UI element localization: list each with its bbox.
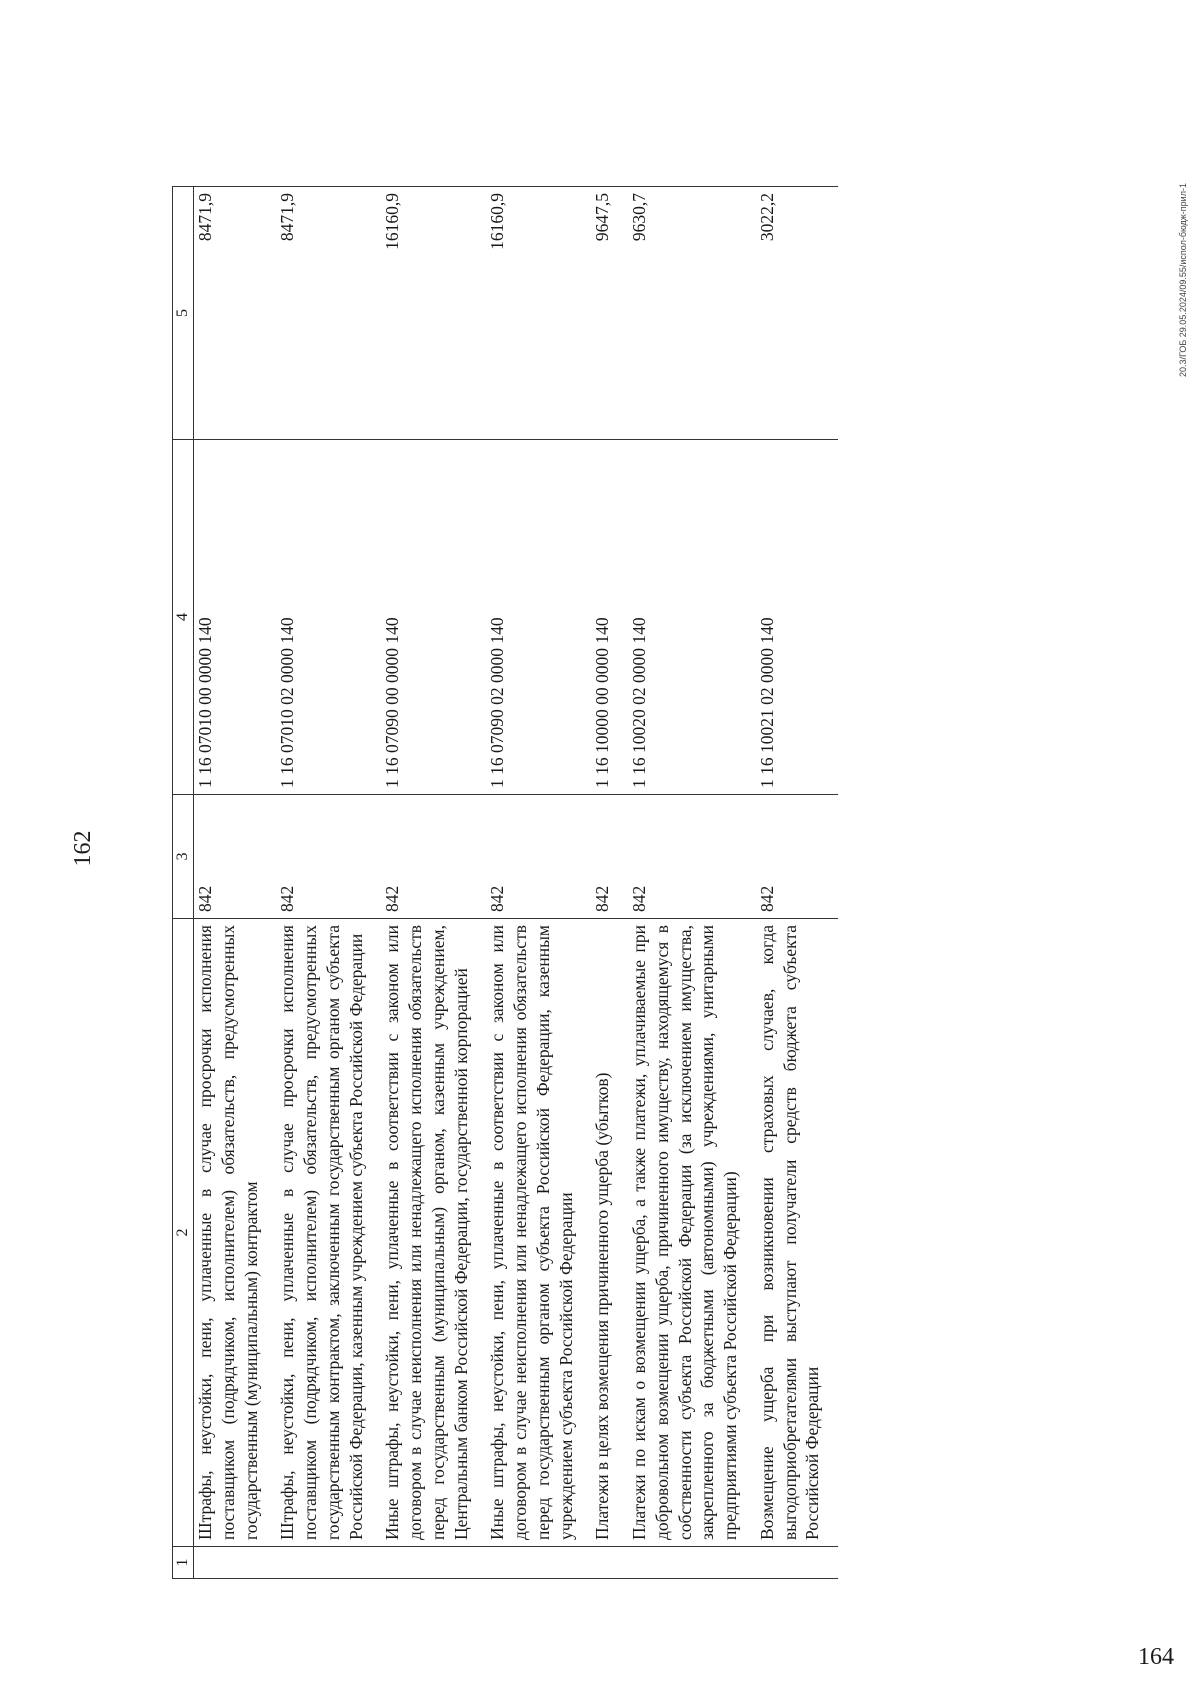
amount-cell: 16160,9 [381, 187, 486, 440]
description-cell: Штрафы, неустойки, пени, уплаченные в случае просрочки исполнения поставщиком (подрядчиком, исполнителем) обязательств, предусмотренных государственным (муниципальным) контрактом [194, 919, 277, 1547]
amount-cell: 9647,5 [591, 187, 628, 440]
admin-code-cell: 842 [194, 795, 277, 919]
description-cell: Платежи по искам о возмещении ущерба, а также платежи, уплачиваемые при добровольном возмещении ущерба, причиненного имуществу, находящемуся в собственности субъекта Российской Федерации (за исключением имущества, закрепленного за бюджетными (автономными) учреждениями, унитарными предприятиями субъекта Российской Федерации) [628, 919, 756, 1547]
description-cell: Штрафы, неустойки, пени, уплаченные в случае просрочки исполнения поставщиком (подрядчиком, исполнителем) обязательств, предусмотренных государственным контрактом, заключенным государственным органом субъекта Российской Федерации, казенным учреждением субъекта Российской Федерации [276, 919, 381, 1547]
header-col-5: 5 [173, 187, 194, 440]
description-cell: Иные штрафы, неустойки, пени, уплаченные в соответствии с законом или договором в случае неисполнения или ненадлежащего исполнения обязательств перед государственным органом субъекта Российской Федерации, казенным учреждением субъекта Российской Федерации [486, 919, 591, 1547]
row-number-cell [486, 1547, 591, 1579]
amount-cell: 16160,9 [486, 187, 591, 440]
table-row [756, 187, 838, 1579]
amount-cell: 8471,9 [276, 187, 381, 440]
admin-code-cell: 842 [591, 795, 628, 919]
row-number-cell [591, 1547, 628, 1579]
budget-code-cell: 1 16 10020 02 0000 140 [628, 440, 756, 795]
budget-code-cell: 1 16 07090 00 0000 140 [381, 440, 486, 795]
table-row [381, 187, 486, 1579]
table-header [173, 187, 194, 1579]
amount-cell: 9630,7 [628, 187, 756, 440]
row-number-cell [276, 1547, 381, 1579]
document-code: 20.3/ГОБ 29.05.2024/09.55/испол-бюдж-прил-1 [1178, 183, 1188, 377]
admin-code-cell: 842 [381, 795, 486, 919]
admin-code-cell: 842 [486, 795, 591, 919]
table-row [486, 187, 591, 1579]
budget-code-cell: 1 16 10021 02 0000 140 [756, 440, 838, 795]
budget-code-cell: 1 16 10000 00 0000 140 [591, 440, 628, 795]
header-col-1: 1 [173, 1547, 194, 1579]
amount-cell: 8471,9 [194, 187, 277, 440]
header-col-2: 2 [173, 919, 194, 1547]
description-cell: Возмещение ущерба при возникновении страховых случаев, когда выгодоприобретателями выступают получатели средств бюджета субъекта Российской Федерации [756, 919, 838, 1547]
budget-code-cell: 1 16 07010 02 0000 140 [276, 440, 381, 795]
table-row [628, 187, 756, 1579]
page-number: 162 [70, 830, 96, 867]
table-row [276, 187, 381, 1579]
table-row [591, 187, 628, 1579]
budget-code-cell: 1 16 07010 00 0000 140 [194, 440, 277, 795]
amount-cell: 3022,2 [756, 187, 838, 440]
revenue-table [172, 186, 838, 1579]
admin-code-cell: 842 [628, 795, 756, 919]
admin-code-cell: 842 [756, 795, 838, 919]
header-col-4: 4 [173, 440, 194, 795]
outer-page-number: 164 [1138, 1644, 1174, 1670]
budget-code-cell: 1 16 07090 02 0000 140 [486, 440, 591, 795]
admin-code-cell: 842 [276, 795, 381, 919]
row-number-cell [756, 1547, 838, 1579]
header-col-3: 3 [173, 795, 194, 919]
description-cell: Иные штрафы, неустойки, пени, уплаченные в соответствии с законом или договором в случае неисполнения или ненадлежащего исполнения обязательств перед государственным (муниципальным) органом, казенным учреждением, Центральным банком Российской Федерации, государственной корпорацией [381, 919, 486, 1547]
table-row [194, 187, 277, 1579]
row-number-cell [628, 1547, 756, 1579]
header-row [173, 187, 194, 1579]
description-cell: Платежи в целях возмещения причиненного ущерба (убытков) [591, 919, 628, 1547]
table-body [194, 187, 839, 1579]
row-number-cell [194, 1547, 277, 1579]
row-number-cell [381, 1547, 486, 1579]
